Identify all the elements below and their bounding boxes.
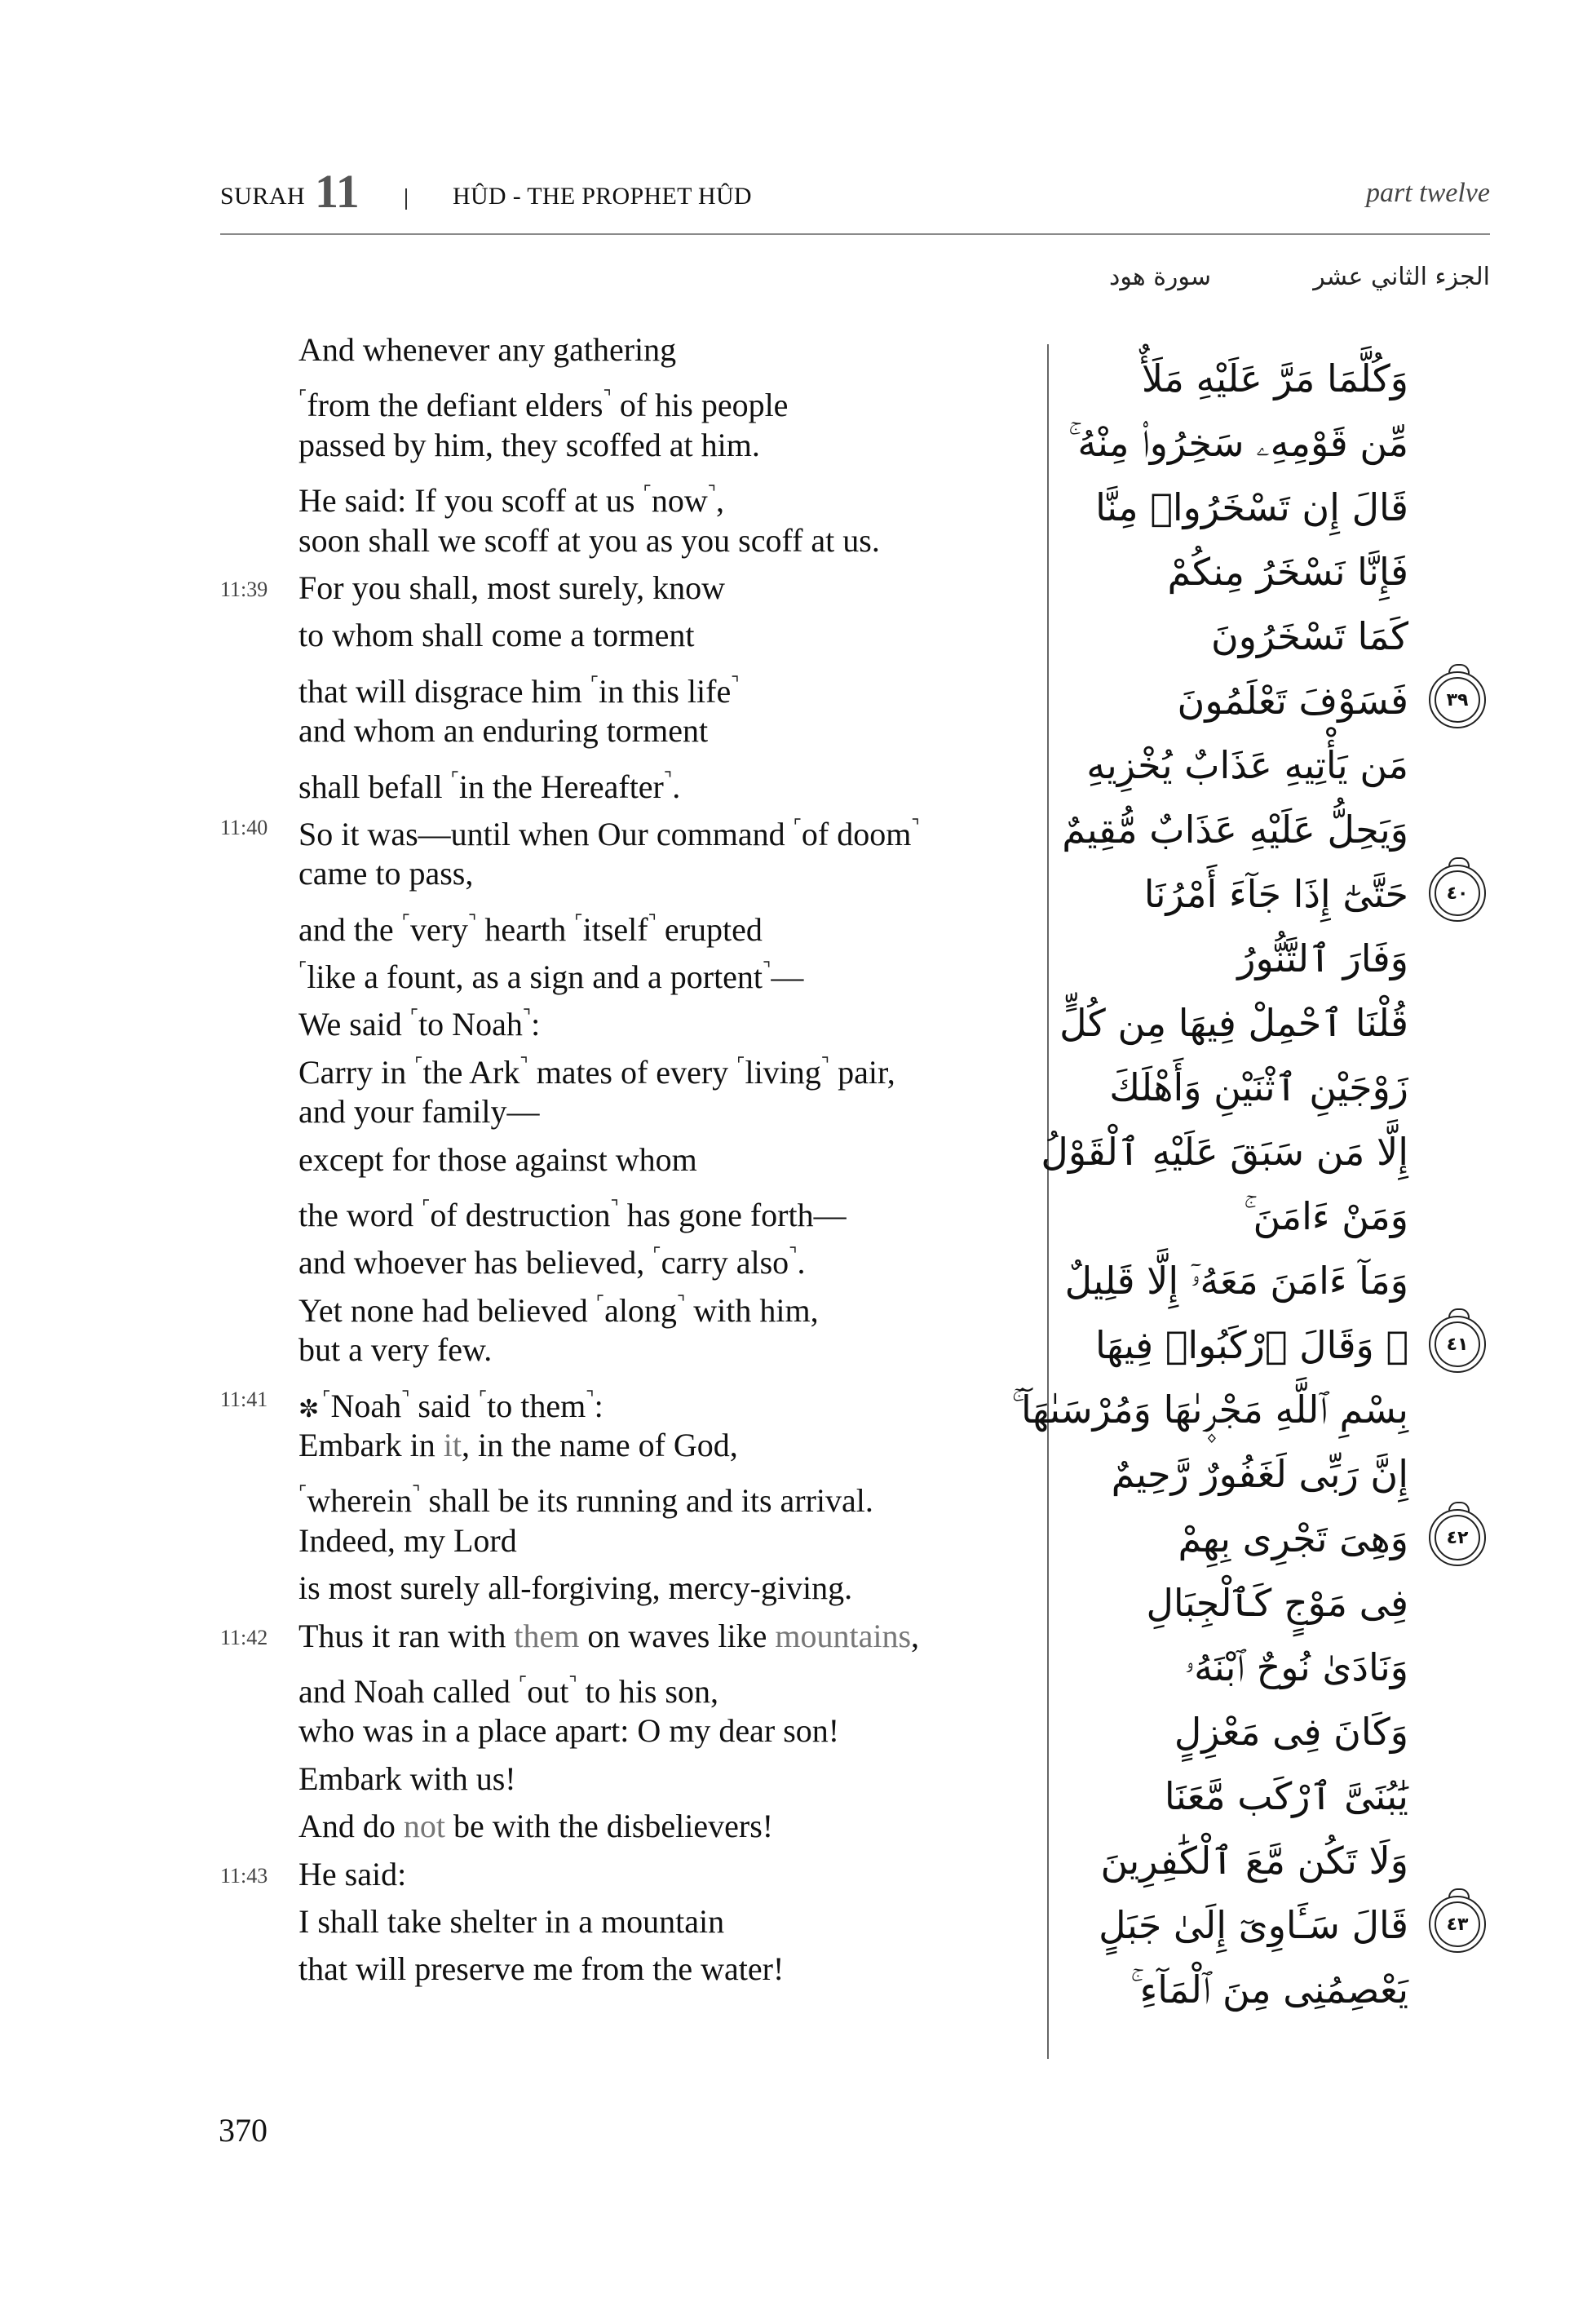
close-bracket-mark: ⌝	[586, 1387, 595, 1408]
close-bracket-mark: ⌝	[610, 1197, 619, 1218]
arabic-verse-text: فِى مَوْجٍ كَٱلْجِبَالِ	[1146, 1581, 1408, 1625]
open-bracket-mark: ⌜	[643, 482, 652, 503]
translation-text: He said: If you scoff at us ⌜now⌝,	[298, 482, 725, 520]
open-bracket-mark: ⌜	[450, 768, 459, 789]
arabic-text	[1011, 347, 1469, 2022]
arabic-line	[1033, 1700, 1408, 1764]
close-bracket-mark: ⌝	[519, 1053, 528, 1074]
arabic-verse-text: إِنَّ رَبِّى لَغَفُورٌ رَّحِيمٌ	[1111, 1452, 1408, 1496]
arabic-verse-text: زَوْجَيْنِ ٱثْنَيْنِ وَأَهْلَكَ	[1109, 1065, 1408, 1109]
arabic-line	[1033, 927, 1408, 991]
close-bracket-mark: ⌝	[676, 1291, 686, 1312]
translation-text: came to pass,	[298, 855, 474, 892]
verse-end-medallion-icon: ٤١	[1435, 1321, 1480, 1367]
open-bracket-mark: ⌜	[414, 1053, 423, 1074]
translation-text: ⌜like a fount, as a sign and a portent⌝—	[298, 958, 804, 996]
translation-text: that will preserve me from the water!	[298, 1950, 785, 1988]
implied-word: them	[514, 1617, 580, 1654]
translation-text: I shall take shelter in a mountain	[298, 1902, 725, 1940]
arabic-verse-text: قَالَ سَـَٔاوِىٓ إِلَىٰ جَبَلٍ	[1099, 1903, 1408, 1947]
header-separator	[405, 188, 407, 210]
close-bracket-mark: ⌝	[603, 387, 612, 408]
verse-number: 11:42	[220, 1625, 268, 1649]
verse-end-medallion-icon: ٣٩	[1435, 677, 1480, 723]
verse-end-medallion-icon: ٤٠	[1435, 870, 1480, 916]
close-bracket-mark: ⌝	[663, 768, 673, 789]
arabic-verse-text: وَهِىَ تَجْرِى بِهِمْ	[1178, 1516, 1408, 1560]
translation-text: Embark with us!	[298, 1759, 516, 1797]
translation-text: ⌜from the defiant elders⌝ of his people	[298, 387, 789, 424]
surah-number: 11	[315, 165, 360, 218]
translation-text: and whom an enduring torment	[298, 712, 709, 750]
arabic-verse-text: يَٰبُنَىَّ ٱرْكَب مَّعَنَا	[1164, 1774, 1408, 1818]
translation-line	[298, 1279, 1032, 1329]
open-bracket-mark: ⌜	[518, 1672, 528, 1693]
translation-line	[298, 422, 1032, 469]
arabic-surah-header: سورة هود	[1109, 263, 1212, 291]
arabic-verse-text: فَسَوْفَ تَعْلَمُونَ	[1177, 679, 1408, 723]
open-bracket-mark: ⌜	[298, 1482, 307, 1503]
close-bracket-mark: ⌝	[522, 1006, 532, 1027]
translation-line	[298, 1088, 1032, 1135]
close-bracket-mark: ⌝	[789, 1244, 798, 1265]
arabic-line	[1033, 476, 1408, 540]
close-bracket-mark: ⌝	[911, 815, 920, 836]
arabic-line	[1033, 1829, 1408, 1893]
close-bracket-mark: ⌝	[820, 1053, 830, 1074]
part-label: part twelve	[1365, 178, 1490, 208]
arabic-line	[1033, 1184, 1408, 1249]
verse-number: 11:40	[220, 815, 268, 839]
arabic-verse-text: وَكَانَ فِى مَعْزِلٍ	[1174, 1710, 1408, 1754]
arabic-line	[1033, 669, 1469, 733]
arabic-verse-text: وَمَآ ءَامَنَ مَعَهُۥٓ إِلَّا قَلِيلٌ	[1064, 1259, 1408, 1303]
header-rule	[220, 233, 1490, 235]
translation-text: ✼ ⌜Noah⌝ said ⌜to them⌝:	[298, 1387, 603, 1424]
translation-text: to whom shall come a torment	[298, 617, 695, 654]
implied-word: mountains	[775, 1617, 912, 1654]
translation-line	[220, 564, 1032, 612]
translation-text: And whenever any gathering	[298, 331, 677, 368]
page-number: 370	[219, 2112, 267, 2149]
arabic-line	[1033, 1507, 1469, 1571]
arabic-line	[1033, 733, 1408, 798]
open-bracket-mark: ⌜	[478, 1387, 488, 1408]
arabic-verse-text: وَكُلَّمَا مَرَّ عَلَيْهِ مَلَأٌ	[1141, 356, 1408, 401]
implied-word: not	[403, 1808, 446, 1845]
arabic-verse-text: قُلْنَا ٱحْمِلْ فِيهَا مِن كُلٍّ	[1059, 1001, 1408, 1045]
arabic-line	[1033, 1120, 1408, 1184]
translation-line	[298, 326, 1032, 374]
verse-number: 11:41	[220, 1387, 268, 1411]
translation-line	[298, 469, 1032, 520]
translation-text: the word ⌜of destruction⌝ has gone forth—	[298, 1197, 847, 1234]
open-bracket-mark: ⌜	[793, 815, 802, 836]
translation-line	[298, 660, 1032, 710]
translation-line	[298, 1136, 1032, 1184]
arabic-line	[1033, 991, 1408, 1056]
translation-text: ⌜wherein⌝ shall be its running and its arrival.	[298, 1482, 873, 1520]
open-bracket-mark: ⌜	[298, 958, 307, 980]
arabic-line	[1033, 862, 1469, 927]
translation-line	[298, 1707, 1032, 1755]
arabic-line	[1033, 1571, 1408, 1636]
translation-text: For you shall, most surely, know	[298, 569, 725, 606]
arabic-verse-text: قَالَ إِن تَسْخَرُوا۟ مِنَّا	[1095, 485, 1408, 529]
translation-text: Thus it ran with them on waves like mountains,	[298, 1617, 920, 1654]
translation-text: So it was—until when Our command ⌜of doom⌝	[298, 815, 920, 852]
translation-line	[298, 945, 1032, 996]
translation-text: but a very few.	[298, 1331, 493, 1369]
open-bracket-mark: ⌜	[322, 1387, 331, 1408]
translation-line	[220, 1851, 1032, 1898]
translation-line	[298, 1803, 1032, 1850]
arabic-line	[1033, 1056, 1408, 1120]
translation-line	[298, 1660, 1032, 1710]
open-bracket-mark: ⌜	[409, 1006, 419, 1027]
arabic-verse-text: وَمَنْ ءَامَنَ ۚ	[1243, 1194, 1408, 1238]
translation-line	[298, 517, 1032, 564]
translation-line	[298, 993, 1032, 1043]
arabic-verse-text: ۞ وَقَالَ ٱرْكَبُوا۟ فِيهَا	[1095, 1323, 1408, 1367]
translation-line	[298, 707, 1032, 755]
open-bracket-mark: ⌜	[590, 672, 599, 693]
translation-text: Yet none had believed ⌜along⌝ with him,	[298, 1291, 819, 1329]
arabic-line	[1033, 1958, 1408, 2022]
translation-line	[298, 1326, 1032, 1374]
close-bracket-mark: ⌝	[412, 1482, 421, 1503]
open-bracket-mark: ⌜	[401, 910, 410, 932]
arabic-line	[1011, 1378, 1408, 1442]
open-bracket-mark: ⌜	[595, 1291, 605, 1312]
arabic-verse-text: حَتَّىٰٓ إِذَا جَآءَ أَمْرُنَا	[1143, 872, 1408, 916]
arabic-juz-header: الجزء الثاني عشر	[1313, 263, 1490, 291]
translation-line	[298, 1755, 1032, 1803]
translation-line	[298, 898, 1032, 948]
translation-text: and your family—	[298, 1093, 540, 1131]
arabic-verse-text: وَيَحِلُّ عَلَيْهِ عَذَابٌ مُّقِيمٌ	[1062, 808, 1408, 852]
arabic-line	[1033, 411, 1408, 476]
translation-line	[220, 803, 1032, 852]
close-bracket-mark: ⌝	[731, 672, 740, 693]
translation-text: that will disgrace him ⌜in this life⌝	[298, 672, 740, 710]
translation-line	[298, 1469, 1032, 1520]
arabic-line	[1033, 1636, 1408, 1700]
arabic-verse-text: وَنَادَىٰ نُوحٌ ٱبْنَهُۥ	[1184, 1645, 1408, 1689]
arabic-verse-text: يَعْصِمُنِى مِنَ ٱلْمَآءِ ۚ	[1130, 1968, 1408, 2012]
translation-text: Indeed, my Lord	[298, 1521, 517, 1559]
arabic-line	[1033, 1249, 1408, 1313]
translation-line	[298, 1184, 1032, 1234]
close-bracket-mark: ⌝	[763, 958, 771, 980]
translation-line	[298, 1898, 1032, 1945]
translation-line	[298, 1231, 1032, 1281]
open-bracket-mark: ⌜	[736, 1053, 745, 1074]
translation-line	[298, 1945, 1032, 1993]
arabic-line	[1033, 1893, 1469, 1958]
translation-line	[298, 1041, 1032, 1091]
close-bracket-mark: ⌝	[568, 1672, 577, 1693]
open-bracket-mark: ⌜	[298, 387, 307, 408]
arabic-verse-text: وَفَارَ ٱلتَّنُّورُ	[1237, 936, 1408, 980]
translation-text: soon shall we scoff at you as you scoff at us.	[298, 521, 880, 559]
arabic-line	[1033, 798, 1408, 862]
translation-text: Embark in it, in the name of God,	[298, 1426, 738, 1463]
translation-line	[220, 1374, 1032, 1424]
translation-text: and whoever has believed, ⌜carry also⌝.	[298, 1244, 806, 1281]
arabic-verse-text: مِّن قَوْمِهِۦ سَخِرُوا۟ مِنْهُ ۚ	[1068, 421, 1408, 465]
close-bracket-mark: ⌝	[707, 482, 717, 503]
translation-line	[298, 1565, 1032, 1612]
surah-title: HÛD - THE PROPHET HÛD	[453, 183, 752, 210]
translation-text: and Noah called ⌜out⌝ to his son,	[298, 1672, 718, 1710]
close-bracket-mark: ⌝	[648, 910, 657, 932]
arabic-line	[1033, 540, 1408, 604]
hizb-star-icon: ✼	[298, 1395, 320, 1423]
arabic-verse-text: كَمَا تَسْخَرُونَ	[1210, 614, 1408, 658]
arabic-line	[1033, 347, 1408, 411]
translation-text: He said:	[298, 1855, 407, 1892]
arabic-verse-text: وَلَا تَكُن مَّعَ ٱلْكَٰفِرِينَ	[1100, 1839, 1408, 1883]
translation-text: who was in a place apart: O my dear son!	[298, 1712, 840, 1750]
verse-number: 11:43	[220, 1863, 268, 1888]
open-bracket-mark: ⌜	[422, 1197, 431, 1218]
arabic-verse-text: فَإِنَّا نَسْخَرُ مِنكُمْ	[1167, 550, 1408, 594]
open-bracket-mark: ⌜	[652, 1244, 661, 1265]
english-translation	[220, 326, 1032, 1994]
arabic-verse-text: مَن يَأْتِيهِ عَذَابٌ يُخْزِيهِ	[1086, 743, 1408, 787]
translation-text: and the ⌜very⌝ hearth ⌜itself⌝ erupted	[298, 910, 763, 948]
translation-text: except for those against whom	[298, 1140, 697, 1178]
arabic-verse-text: إِلَّا مَن سَبَقَ عَلَيْهِ ٱلْقَوْلُ	[1041, 1130, 1408, 1174]
verse-end-medallion-icon: ٤٢	[1435, 1515, 1480, 1560]
translation-text: passed by him, they scoffed at him.	[298, 426, 760, 463]
translation-line	[298, 374, 1032, 424]
arabic-line	[1033, 604, 1408, 669]
translation-text: Carry in ⌜the Ark⌝ mates of every ⌜living⌝ pair,	[298, 1053, 895, 1091]
arabic-line	[1033, 1442, 1408, 1507]
close-bracket-mark: ⌝	[401, 1387, 410, 1408]
verse-number: 11:39	[220, 577, 268, 601]
arabic-verse-text: بِسْمِ ٱللَّهِ مَجْر۪ىٰهَا وَمُرْسَىٰهَآ ۚ	[1011, 1388, 1408, 1432]
translation-line	[298, 1422, 1032, 1469]
arabic-line	[1033, 1313, 1469, 1378]
open-bracket-mark: ⌜	[574, 910, 583, 932]
translation-text: shall befall ⌜in the Hereafter⌝.	[298, 768, 681, 805]
verse-end-medallion-icon: ٤٣	[1435, 1901, 1480, 1947]
translation-text: And do not be with the disbelievers!	[298, 1808, 774, 1845]
translation-line	[220, 1613, 1032, 1660]
surah-label: SURAH	[220, 183, 306, 210]
close-bracket-mark: ⌝	[468, 910, 477, 932]
translation-line	[298, 612, 1032, 659]
translation-text: We said ⌜to Noah⌝:	[298, 1006, 541, 1043]
translation-line	[298, 1517, 1032, 1565]
translation-line	[298, 755, 1032, 803]
translation-text: is most surely all-forgiving, mercy-giving.	[298, 1569, 853, 1607]
implied-word: it	[443, 1426, 462, 1463]
translation-line	[298, 850, 1032, 897]
arabic-line	[1033, 1764, 1408, 1829]
